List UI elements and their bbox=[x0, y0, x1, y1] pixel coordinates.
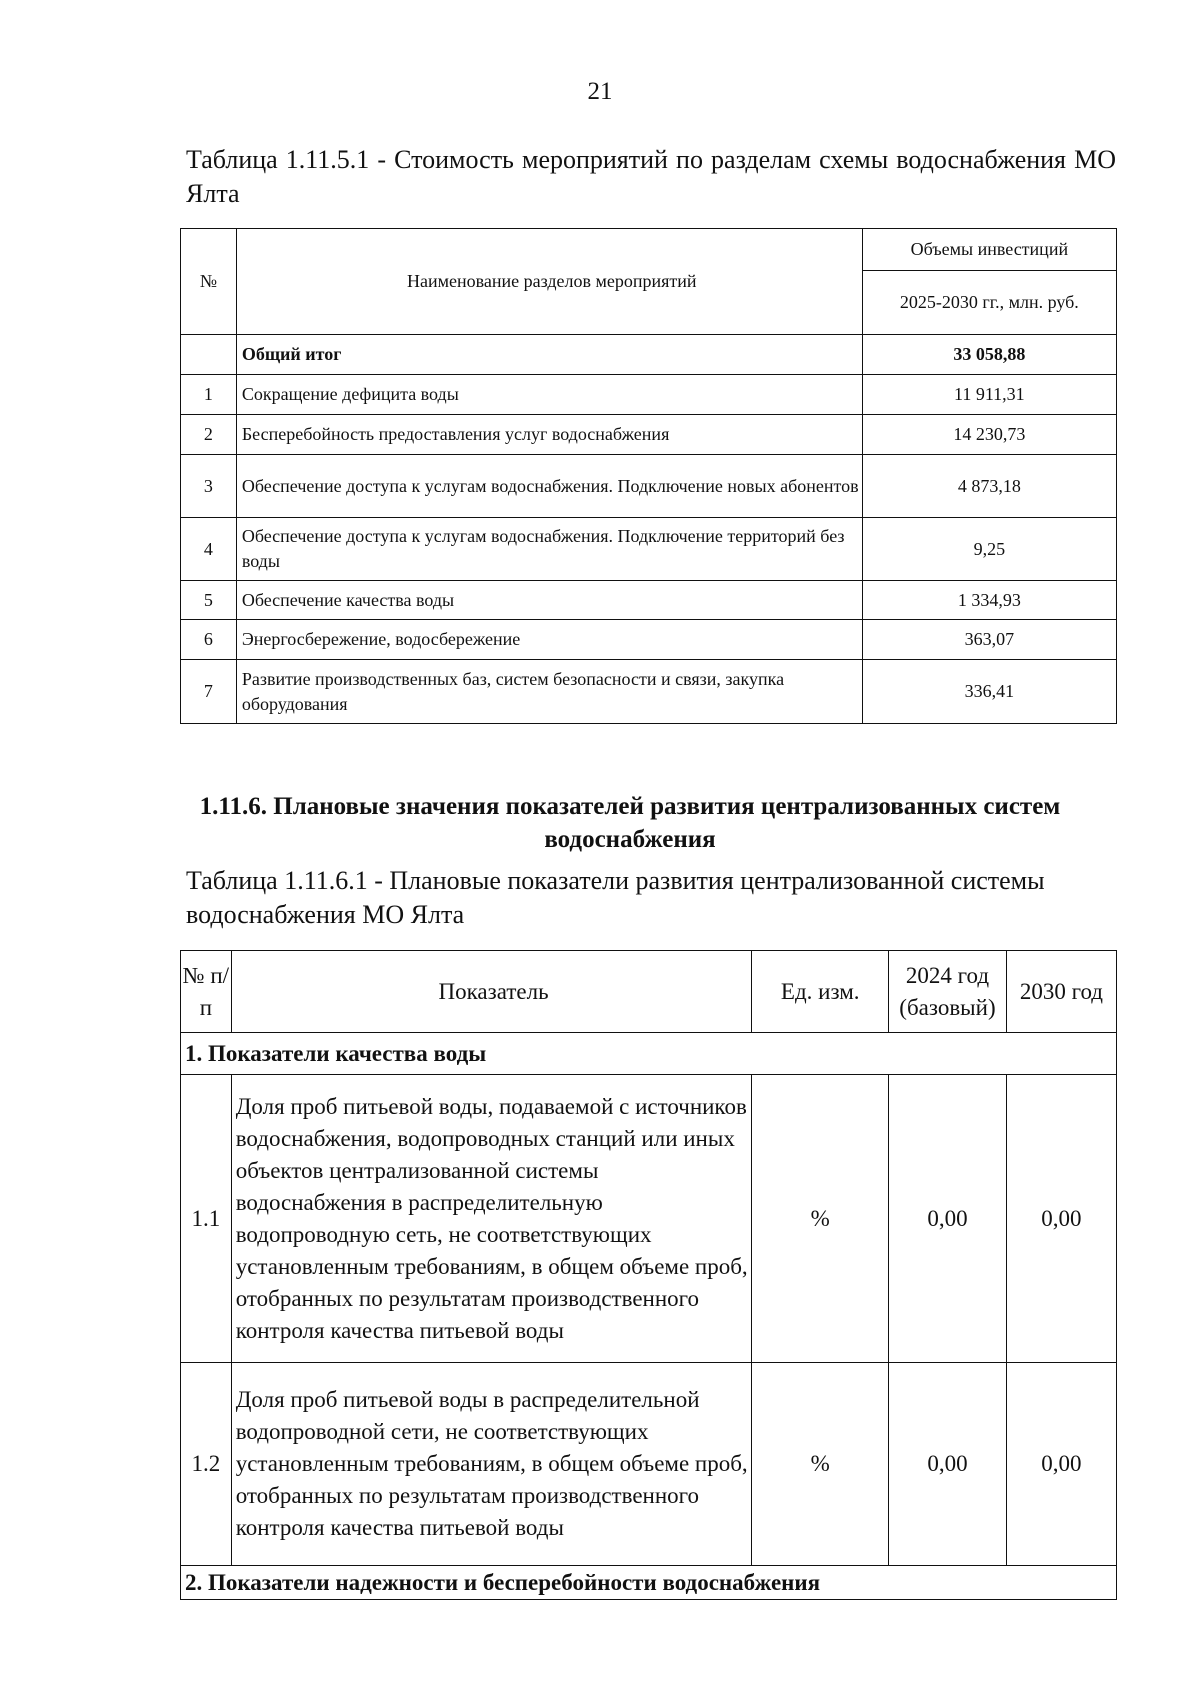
table-header-row bbox=[181, 229, 1117, 271]
table-row bbox=[181, 518, 1117, 581]
row-num: 1 bbox=[181, 375, 237, 415]
table-row bbox=[181, 455, 1117, 518]
header-target-year: 2030 год bbox=[1006, 951, 1116, 1033]
table-header-row bbox=[181, 951, 1117, 1033]
group-row bbox=[181, 1033, 1117, 1075]
group-title: 1. Показатели качества воды bbox=[181, 1033, 1117, 1075]
header-unit: Ед. изм. bbox=[752, 951, 889, 1033]
row-name: Обеспечение доступа к услугам водоснабжения. Подключение территорий без воды bbox=[236, 518, 862, 581]
row-num: 5 bbox=[181, 581, 237, 620]
group-row bbox=[181, 1566, 1117, 1600]
row-num: 4 bbox=[181, 518, 237, 581]
row-indicator: Доля проб питьевой воды, подаваемой с источников водоснабжения, водопроводных станций или иных объектов централизованной системы водоснабжения в распределительную водопроводную сеть, не соответствующих установленным требованиям, в общем объеме проб, отобранных по результатам производственного контроля качества питьевой воды bbox=[231, 1075, 752, 1363]
row-name: Сокращение дефицита воды bbox=[236, 375, 862, 415]
header-investment: Объемы инвестиций bbox=[862, 229, 1116, 271]
row-value: 4 873,18 bbox=[862, 455, 1116, 518]
row-name: Развитие производственных баз, систем безопасности и связи, закупка оборудования bbox=[236, 660, 862, 724]
row-num: 1.2 bbox=[181, 1363, 232, 1566]
header-period: 2025-2030 гг., млн. руб. bbox=[862, 271, 1116, 335]
table-row bbox=[181, 1363, 1117, 1566]
row-name: Обеспечение доступа к услугам водоснабжения. Подключение новых абонентов bbox=[236, 455, 862, 518]
row-base-value: 0,00 bbox=[889, 1363, 1007, 1566]
header-num: № п/п bbox=[181, 951, 232, 1033]
table-row bbox=[181, 581, 1117, 620]
row-unit: % bbox=[752, 1363, 889, 1566]
row-value: 1 334,93 bbox=[862, 581, 1116, 620]
row-name: Обеспечение качества воды bbox=[236, 581, 862, 620]
row-num: 6 bbox=[181, 620, 237, 660]
row-indicator: Доля проб питьевой воды в распределительной водопроводной сети, не соответствующих установленным требованиям, в общем объеме проб, отобранных по результатам производственного контроля качества питьевой воды bbox=[231, 1363, 752, 1566]
row-value: 336,41 bbox=[862, 660, 1116, 724]
row-value: 11 911,31 bbox=[862, 375, 1116, 415]
row-value: 14 230,73 bbox=[862, 415, 1116, 455]
row-target-value: 0,00 bbox=[1006, 1363, 1116, 1566]
row-num: 7 bbox=[181, 660, 237, 724]
table2-caption: Таблица 1.11.6.1 - Плановые показатели развития централизованной системы водоснабжения МО Ялта bbox=[186, 866, 1045, 929]
table-row bbox=[181, 620, 1117, 660]
header-indicator: Показатель bbox=[231, 951, 752, 1033]
section-heading: 1.11.6. Плановые значения показателей развития централизованных систем водоснабжения bbox=[199, 793, 1061, 853]
indicators-table bbox=[180, 950, 1117, 1600]
total-label: Общий итог bbox=[236, 335, 862, 375]
header-name: Наименование разделов мероприятий bbox=[236, 229, 862, 335]
group-title: 2. Показатели надежности и бесперебойности водоснабжения bbox=[181, 1566, 1117, 1600]
row-unit: % bbox=[752, 1075, 889, 1363]
row-num: 2 bbox=[181, 415, 237, 455]
investment-table bbox=[180, 228, 1117, 724]
row-num: 3 bbox=[181, 455, 237, 518]
page-number: 21 bbox=[587, 78, 613, 105]
table1-caption: Таблица 1.11.5.1 - Стоимость мероприятий по разделам схемы водоснабжения МО Ялта bbox=[186, 145, 1116, 208]
row-base-value: 0,00 bbox=[889, 1075, 1007, 1363]
row-value: 9,25 bbox=[862, 518, 1116, 581]
table-row bbox=[181, 1075, 1117, 1363]
table-row bbox=[181, 375, 1117, 415]
header-num: № bbox=[181, 229, 237, 335]
row-value: 363,07 bbox=[862, 620, 1116, 660]
total-value: 33 058,88 bbox=[862, 335, 1116, 375]
row-target-value: 0,00 bbox=[1006, 1075, 1116, 1363]
header-base-year: 2024 год (базовый) bbox=[889, 951, 1007, 1033]
table-row bbox=[181, 660, 1117, 724]
row-name: Энергосбережение, водосбережение bbox=[236, 620, 862, 660]
row-num: 1.1 bbox=[181, 1075, 232, 1363]
row-name: Бесперебойность предоставления услуг водоснабжения bbox=[236, 415, 862, 455]
table-row bbox=[181, 415, 1117, 455]
total-row bbox=[181, 335, 1117, 375]
